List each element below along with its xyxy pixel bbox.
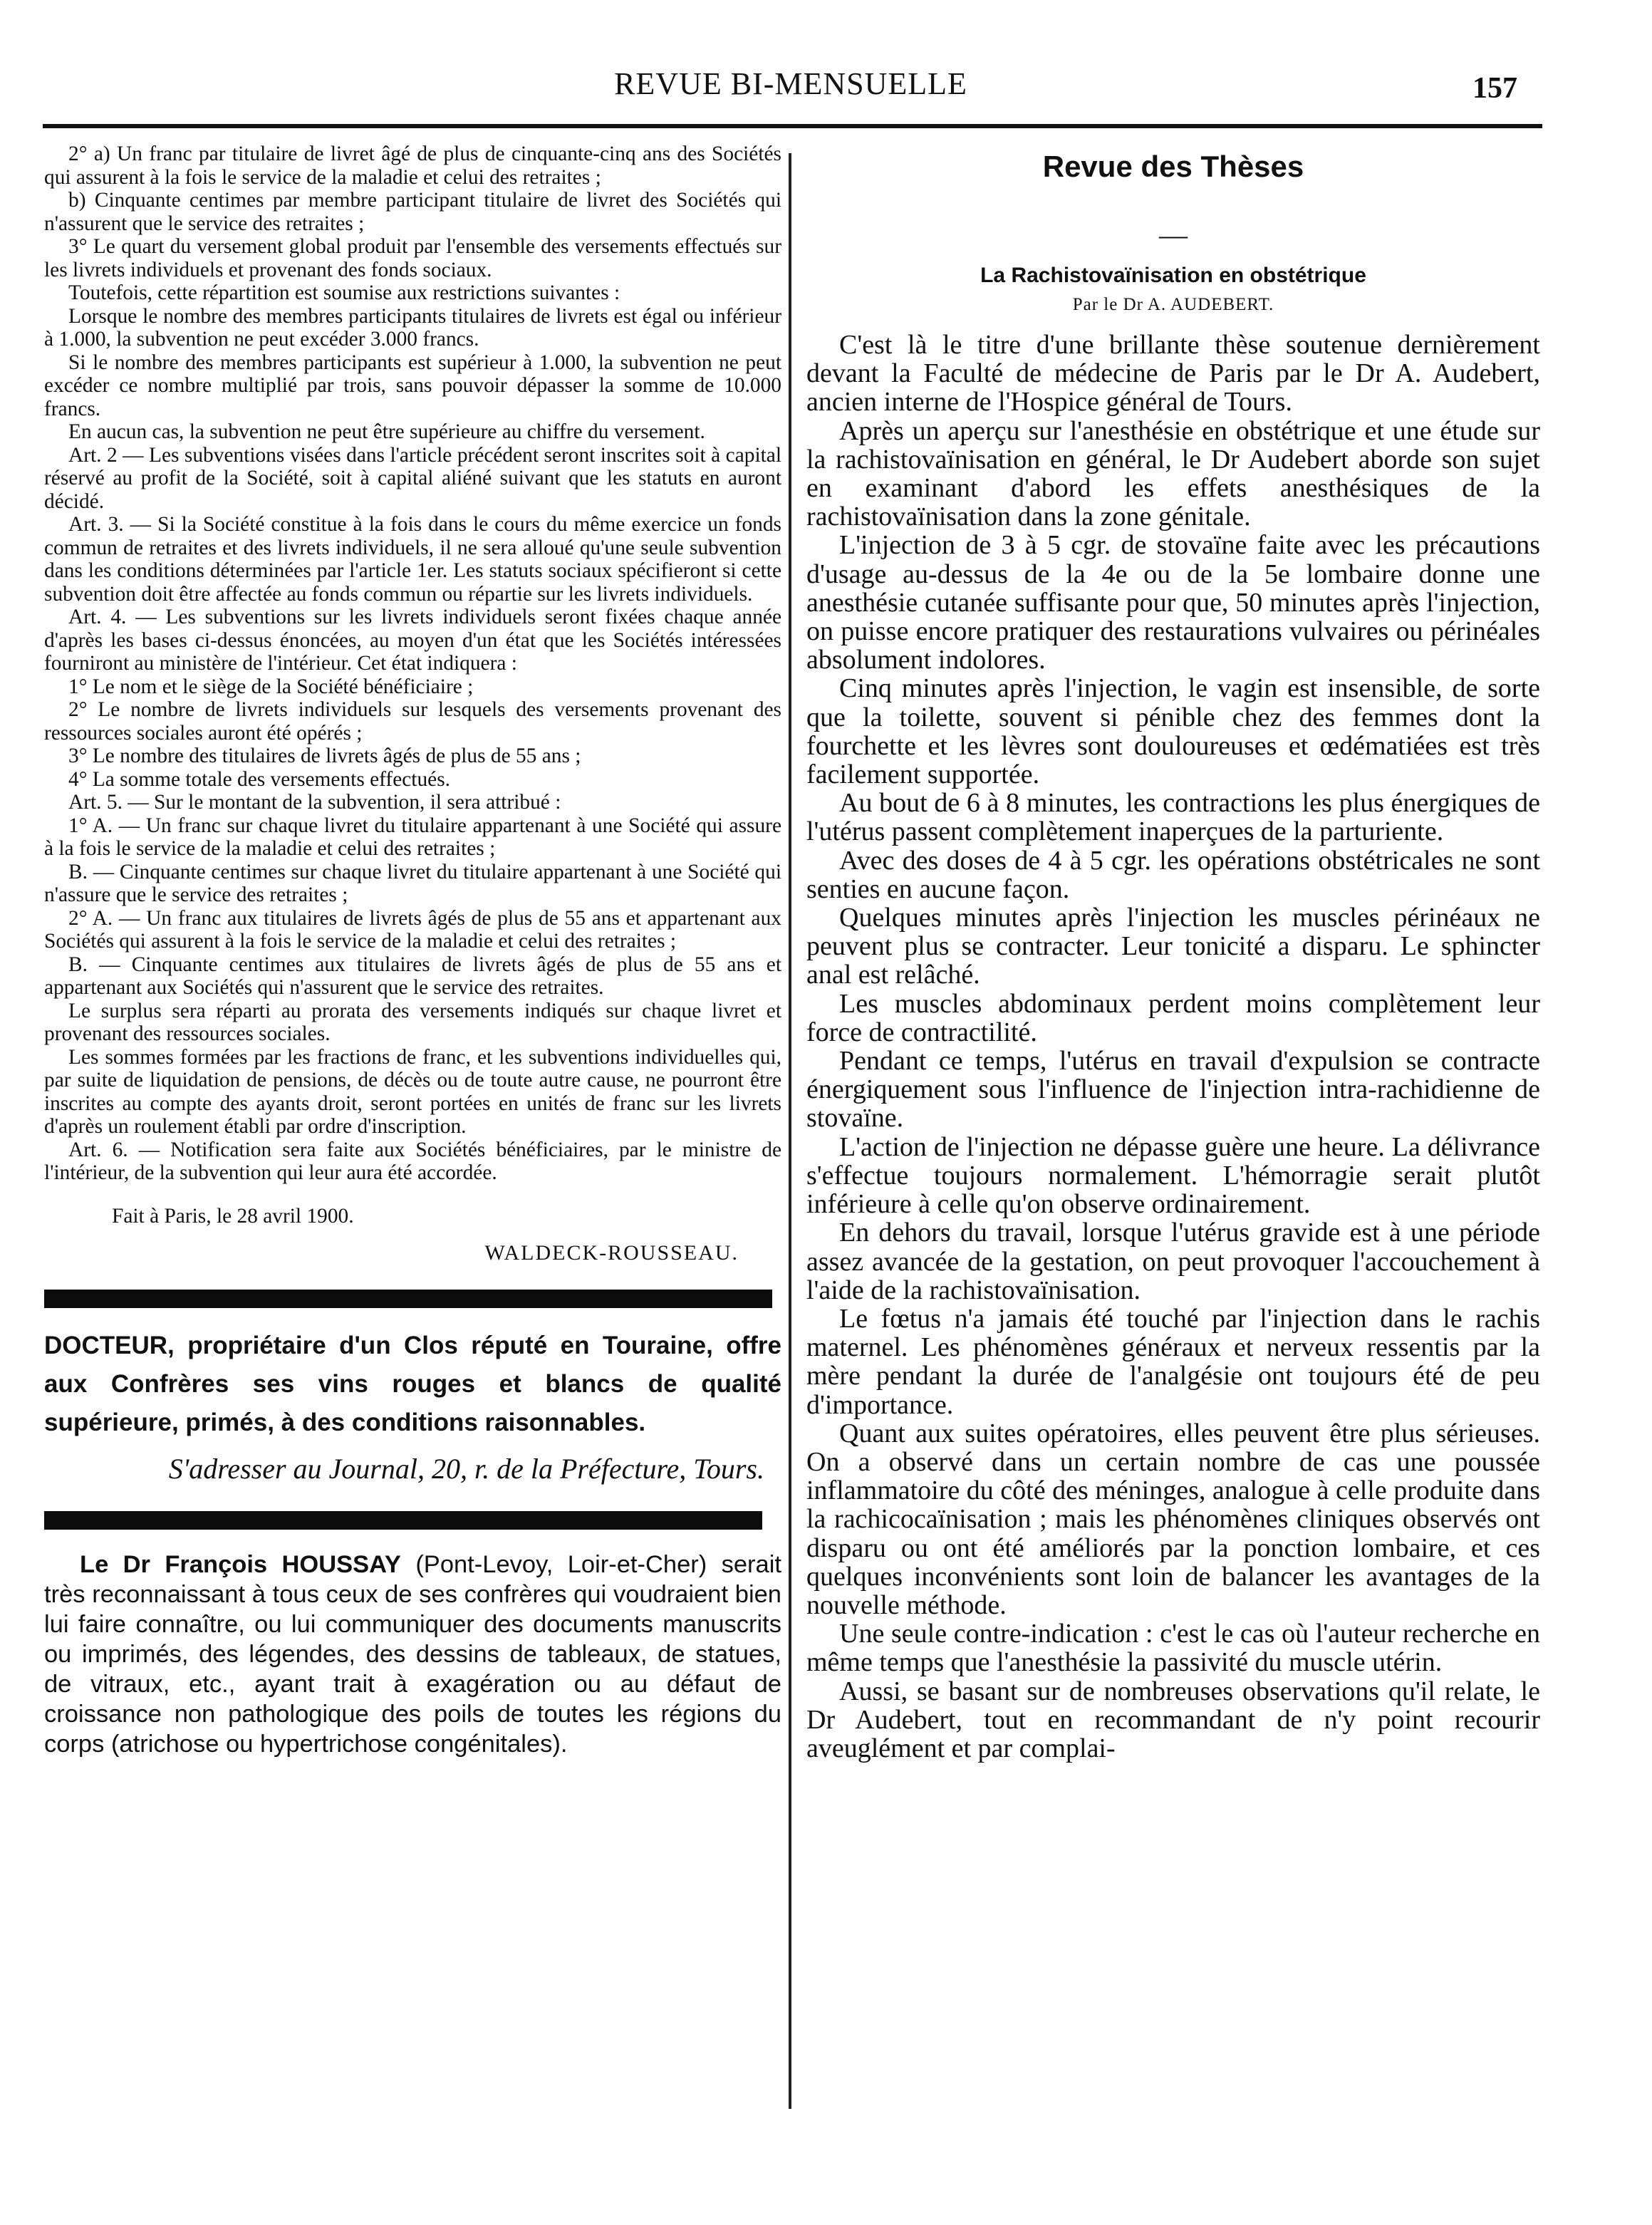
decree-item: B. — Cinquante centimes sur chaque livret du titulaire appartenant à une Société qui n'assure que le service des retraites ; bbox=[44, 860, 781, 906]
journal-title: REVUE BI-MENSUELLE bbox=[614, 66, 967, 101]
decree-article: Art. 3. — Si la Société constitue à la fois dans le cours du même exercice un fonds commun de retraites et des livrets individuels, il ne sera alloué qu'une seule subvention dans les conditions déterminées par l'article 1er. Les statuts sociaux spécifieront si cette subvention doit être affectée au fonds commun ou répartie sur les livrets individuels. bbox=[44, 513, 781, 606]
article-paragraph: Une seule contre-indication : c'est le cas où l'auteur recherche en même temps que l'anesthésie la passivité du muscle utérin. bbox=[806, 1619, 1540, 1678]
header-rule bbox=[43, 124, 1542, 128]
right-column bbox=[806, 142, 1540, 2123]
article-paragraph: Aussi, se basant sur de nombreuses observations qu'il relate, le Dr Audebert, tout en recommandant de n'y point recourir aveuglément et par complai- bbox=[806, 1676, 1540, 1763]
column-divider bbox=[789, 153, 791, 2109]
decree-item: 2° Le nombre de livrets individuels sur lesquels des versements provenant des ressources sociales auront été opérés ; bbox=[44, 698, 781, 745]
wine-advertisement bbox=[44, 1327, 781, 1485]
article-paragraph: Le fœtus n'a jamais été touché par l'injection dans le rachis maternel. Les phénomènes généraux et nerveux ressentis par la mère pendant la durée de l'analgésie ont toujours été de peu d'importance. bbox=[806, 1303, 1540, 1420]
wine-ad-text: DOCTEUR, propriétaire d'un Clos réputé en Touraine, offre aux Confrères ses vins rouges et blancs de qualité supérieure, primés, à des conditions raisonnables. bbox=[44, 1331, 781, 1436]
decree-item: B. — Cinquante centimes aux titulaires de livrets âgés de plus de 55 ans et appartenant aux Sociétés qui n'assurent que le service des retraites. bbox=[44, 953, 781, 999]
decree-paragraph: Lorsque le nombre des membres participants titulaires de livrets est égal ou inférieur à 1.000, la subvention ne peut excéder 3.000 francs. bbox=[44, 304, 781, 351]
wine-ad-address: S'adresser au Journal, 20, r. de la Préfecture, Tours. bbox=[168, 1452, 764, 1485]
article-paragraph: Quelques minutes après l'injection les muscles périnéaux ne peuvent plus se contracter. Leur tonicité a disparu. Le sphincter anal est relâché. bbox=[806, 903, 1540, 990]
article-paragraph: L'injection de 3 à 5 cgr. de stovaïne faite avec les précautions d'usage au-dessus de la 4e ou de la 5e lombaire donne une anesthésie cutanée suffisante pour que, 50 minutes après l'injection, on puisse encore pratiquer des restaurations vulvaires ou périnéales absolument indolores. bbox=[806, 530, 1540, 675]
article-paragraph: Quant aux suites opératoires, elles peuvent être plus sérieuses. On a observé dans un certain nombre de cas une poussée inflammatoire du côté des méninges, analogue à celle produite dans la rachicocaïnisation ; mais les phénomènes cliniques observés ont disparu ou ont été améliorés par la ponction lombaire, et ces quelques inconvénients sont loin de balancer les avantages de la nouvelle méthode. bbox=[806, 1418, 1540, 1620]
article-paragraph: L'action de l'injection ne dépasse guère une heure. La délivrance s'effectue toujours normalement. L'hémorragie serait plutôt inférieure à celle qu'on observe ordinairement. bbox=[806, 1131, 1540, 1220]
decree-date: Fait à Paris, le 28 avril 1900. bbox=[112, 1204, 354, 1228]
article-paragraph: Pendant ce temps, l'utérus en travail d'expulsion se contracte énergiquement sous l'influence de l'injection intra-rachidienne de stovaïne. bbox=[806, 1046, 1540, 1134]
decree-paragraph: 3° Le quart du versement global produit par l'ensemble des versements effectués sur les livrets individuels et provenant des fonds sociaux. bbox=[44, 235, 781, 281]
decree-article: Art. 5. — Sur le montant de la subvention, il sera attribué : bbox=[68, 791, 561, 814]
decree-item: 1° Le nom et le siège de la Société bénéficiaire ; bbox=[68, 675, 474, 698]
section-separator: — bbox=[1159, 219, 1188, 251]
decree-paragraph: 2° a) Un franc par titulaire de livret âgé de plus de cinquante-cinq ans des Sociétés qui assurent à la fois le service de la maladie et celui des retraites ; bbox=[44, 142, 781, 189]
article-paragraph: En dehors du travail, lorsque l'utérus gravide est à une période assez avancée de la gestation, on peut provoquer l'accouchement à l'aide de la rachistovaïnisation. bbox=[806, 1218, 1540, 1305]
decree-signature: WALDECK-ROUSSEAU. bbox=[484, 1241, 739, 1265]
decree-paragraph: Toutefois, cette répartition est soumise aux restrictions suivantes : bbox=[68, 281, 620, 304]
decree-article: Art. 4. — Les subventions sur les livrets individuels seront fixées chaque année d'après les bases ci-dessus énoncées, au moyen d'un état que les Sociétés intéressées fourniront au ministère de l'intérieur. Cet état indiquera : bbox=[44, 606, 781, 675]
article-paragraph: Au bout de 6 à 8 minutes, les contractions les plus énergiques de l'utérus passent complètement inaperçues de la parturiente. bbox=[806, 788, 1540, 847]
ad-separator-rule bbox=[44, 1290, 772, 1308]
decree-paragraph: En aucun cas, la subvention ne peut être supérieure au chiffre du versement. bbox=[68, 420, 705, 443]
article-body bbox=[806, 331, 1540, 1763]
page-number: 157 bbox=[1472, 72, 1517, 105]
houssay-notice bbox=[44, 1550, 781, 1759]
decree-paragraph: Si le nombre des membres participants est supérieur à 1.000, la subvention ne peut excéder ce nombre multiplié par trois, sans pouvoir dépasser la somme de 10.000 francs. bbox=[44, 351, 781, 420]
article-paragraph: Les muscles abdominaux perdent moins complètement leur force de contractilité. bbox=[806, 988, 1540, 1047]
decree-article: Art. 6. — Notification sera faite aux Sociétés bénéficiaires, par le ministre de l'intérieur, de la subvention qui leur aura été accordée. bbox=[44, 1138, 781, 1184]
decree-article: Art. 2 — Les subventions visées dans l'article précédent seront inscrites soit à capital réservé au profit de la Société, soit à capital aliéné suivant que les statuts en auront décidé. bbox=[44, 443, 781, 513]
running-header bbox=[43, 66, 1539, 108]
article-title: La Rachistovaïnisation en obstétrique bbox=[980, 264, 1366, 287]
decree-paragraph: Le surplus sera réparti au prorata des versements indiqués sur chaque livret et provenant des ressources sociales. bbox=[44, 999, 781, 1045]
article-paragraph: C'est là le titre d'une brillante thèse soutenue dernièrement devant la Faculté de médecine de Paris par le Dr A. Audebert, ancien interne de l'Hospice général de Tours. bbox=[806, 330, 1540, 417]
article-byline: Par le Dr A. AUDEBERT. bbox=[1072, 295, 1274, 314]
decree-item: 4° La somme totale des versements effectués. bbox=[68, 767, 450, 791]
decree-item: 2° A. — Un franc aux titulaires de livrets âgés de plus de 55 ans et appartenant aux Sociétés qui assurent à la fois le service de la maladie et celui des retraites ; bbox=[44, 906, 781, 953]
decree-item: 1° A. — Un franc sur chaque livret du titulaire appartenant à une Société qui assure à la fois le service de la maladie et celui des retraites ; bbox=[44, 814, 781, 860]
section-title: Revue des Thèses bbox=[1042, 150, 1304, 183]
decree-text bbox=[44, 142, 781, 1265]
decree-paragraph: Les sommes formées par les fractions de franc, et les subventions individuelles qui, par suite de liquidation de pensions, de décès ou de toute autre cause, ne pourront être inscrites au compte des ayants droit, seront portées en unités de franc sur les livrets d'après un roulement établi par ordre d'inscription. bbox=[44, 1045, 781, 1138]
houssay-name: Le Dr François HOUSSAY bbox=[80, 1550, 401, 1578]
houssay-text: (Pont-Levoy, Loir-et-Cher) serait très reconnaissant à tous ceux de ses confrères qui voudraient bien lui faire connaître, ou lui communiquer des documents manuscrits ou imprimés, des légendes, des dessins de tableaux, de statues, de vitraux, etc., ayant trait à exagération ou au défaut de croissance non pathologique des poils de toutes les régions du corps (atrichose ou hypertrichose congénitales). bbox=[44, 1550, 781, 1758]
ad-separator-rule bbox=[44, 1511, 762, 1530]
left-column bbox=[44, 142, 781, 2095]
article-paragraph: Cinq minutes après l'injection, le vagin est insensible, de sorte que la toilette, souvent si pénible chez des femmes dont la fourchette et les lèvres sont douloureuses et œdématiées est très facilement supportée. bbox=[806, 673, 1540, 790]
decree-paragraph: b) Cinquante centimes par membre participant titulaire de livret des Sociétés qui n'assurent que le service des retraites ; bbox=[44, 189, 781, 235]
article-paragraph: Avec des doses de 4 à 5 cgr. les opérations obstétricales ne sont senties en aucune façon. bbox=[806, 845, 1540, 904]
article-paragraph: Après un aperçu sur l'anesthésie en obstétrique et une étude sur la rachistovaïnisation en général, le Dr Audebert aborde son sujet en examinant d'abord les effets anesthésiques de la rachistovaïnisation dans la zone génitale. bbox=[806, 415, 1540, 532]
decree-item: 3° Le nombre des titulaires de livrets âgés de plus de 55 ans ; bbox=[68, 745, 581, 767]
